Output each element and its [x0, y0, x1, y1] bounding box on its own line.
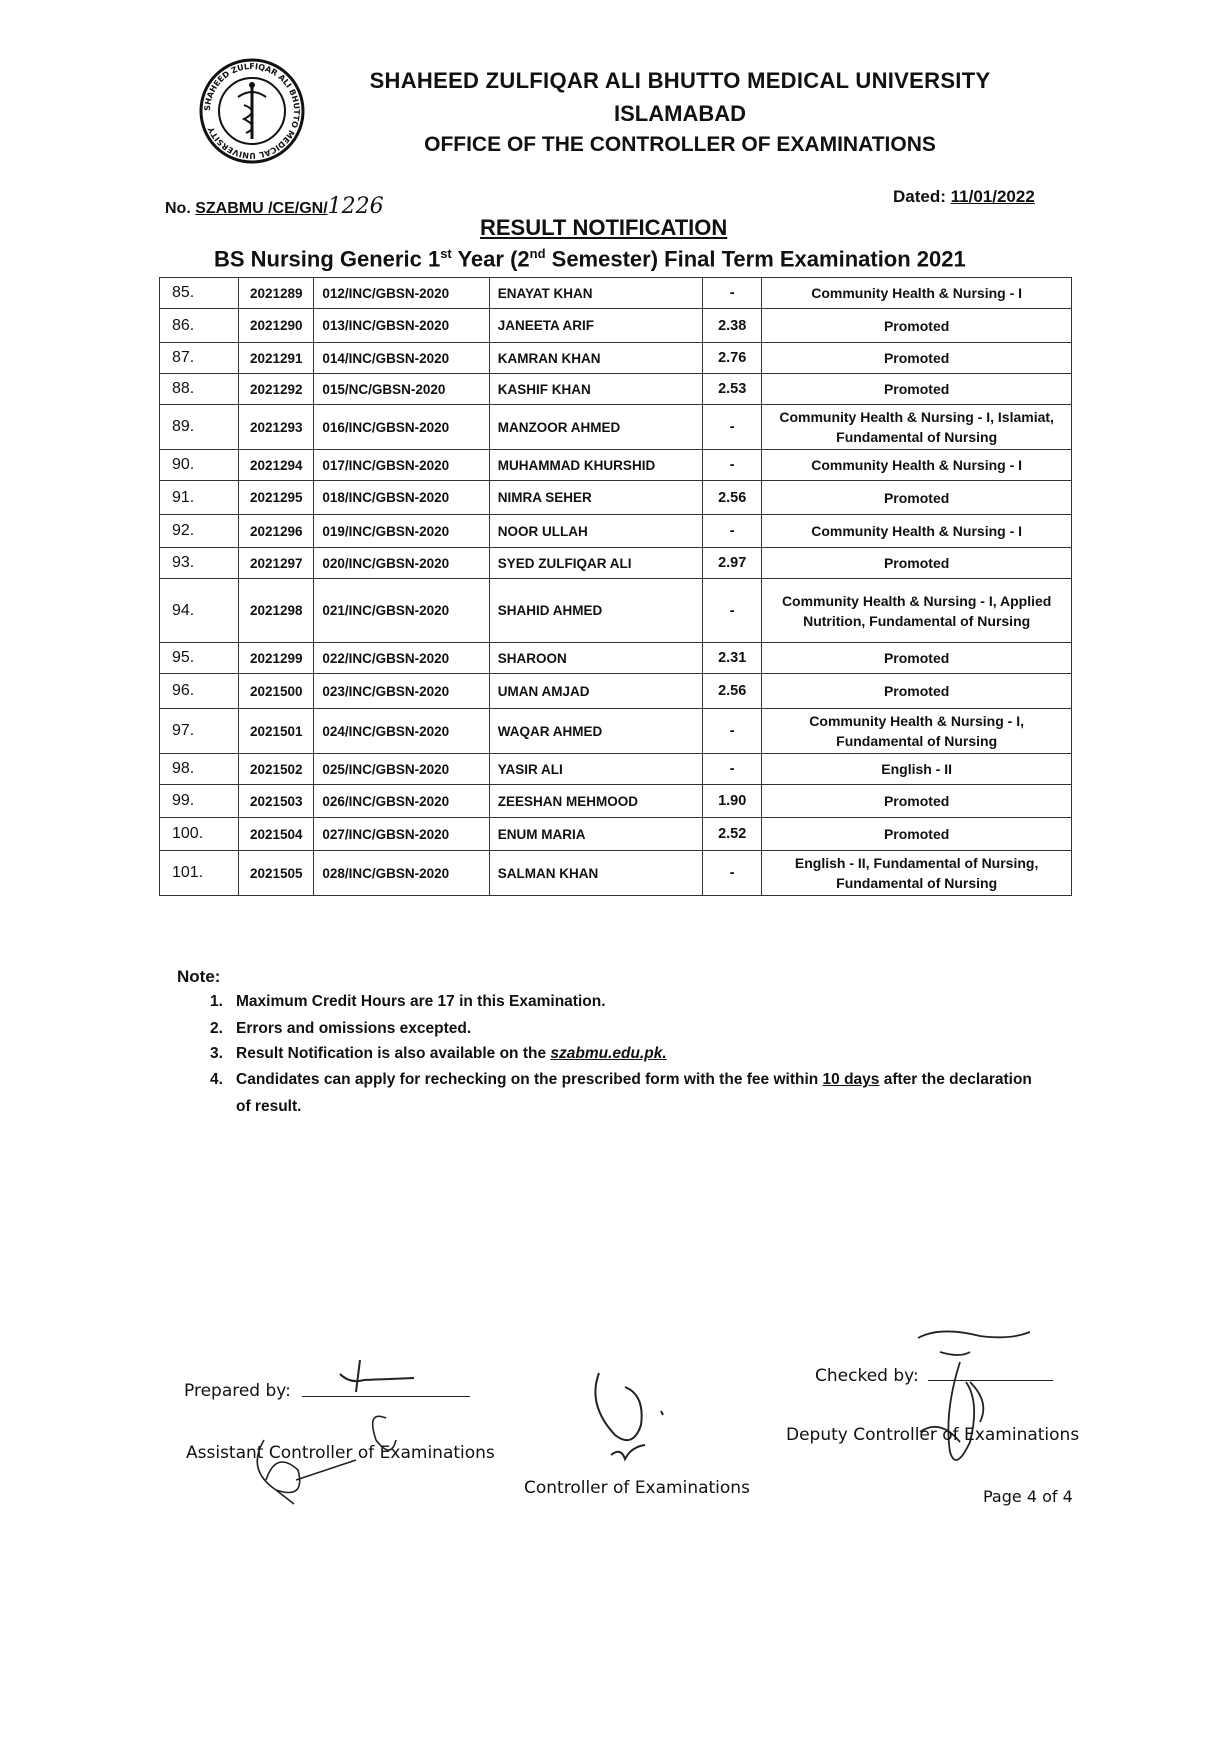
- exam-title-part1: BS Nursing Generic 1: [214, 246, 441, 272]
- student-name-cell: WAQAR AHMED: [489, 709, 702, 754]
- note-text: Candidates can apply for rechecking on the prescribed form with the fee within: [236, 1071, 823, 1088]
- serial-number-cell: 88.: [160, 374, 239, 405]
- gpa-cell: -: [703, 405, 762, 450]
- roll-number-cell: 2021504: [239, 818, 314, 851]
- remarks-cell: English - II: [762, 754, 1072, 785]
- gpa-cell: 2.97: [703, 548, 762, 579]
- registration-number-cell: 013/INC/GBSN-2020: [314, 309, 489, 343]
- gpa-cell: -: [703, 579, 762, 643]
- remarks-cell: Promoted: [762, 674, 1072, 709]
- note-item: [210, 1071, 1032, 1089]
- serial-number-cell: 95.: [160, 643, 239, 674]
- roll-number-cell: 2021293: [239, 405, 314, 450]
- gpa-cell: 2.52: [703, 818, 762, 851]
- roll-number-cell: 2021292: [239, 374, 314, 405]
- gpa-cell: -: [703, 754, 762, 785]
- table-row: [160, 374, 1072, 405]
- remarks-cell: Promoted: [762, 309, 1072, 343]
- registration-number-cell: 019/INC/GBSN-2020: [314, 515, 489, 548]
- checked-by-label: Checked by:: [815, 1366, 919, 1386]
- roll-number-cell: 2021298: [239, 579, 314, 643]
- reference-code: SZABMU /CE/GN/: [195, 200, 328, 217]
- roll-number-cell: 2021289: [239, 278, 314, 309]
- serial-number-cell: 98.: [160, 754, 239, 785]
- table-row: [160, 515, 1072, 548]
- date-value: 11/01/2022: [950, 187, 1035, 206]
- note-number: 2.: [210, 1020, 223, 1037]
- student-name-cell: SHAHID AHMED: [489, 579, 702, 643]
- table-row: [160, 278, 1072, 309]
- table-row: [160, 818, 1072, 851]
- note-continuation: of result.: [236, 1098, 302, 1115]
- roll-number-cell: 2021296: [239, 515, 314, 548]
- registration-number-cell: 027/INC/GBSN-2020: [314, 818, 489, 851]
- serial-number-cell: 93.: [160, 548, 239, 579]
- dated-label: Dated:: [893, 187, 951, 206]
- gpa-cell: 2.76: [703, 343, 762, 374]
- student-name-cell: SALMAN KHAN: [489, 851, 702, 896]
- table-row: [160, 343, 1072, 374]
- handwritten-number: 1226: [327, 194, 384, 219]
- gpa-cell: 2.56: [703, 674, 762, 709]
- remarks-cell: Promoted: [762, 481, 1072, 515]
- note-item: [210, 1020, 471, 1038]
- table-row: [160, 785, 1072, 818]
- gpa-cell: 2.38: [703, 309, 762, 343]
- registration-number-cell: 012/INC/GBSN-2020: [314, 278, 489, 309]
- remarks-cell: Promoted: [762, 374, 1072, 405]
- remarks-cell: Promoted: [762, 818, 1072, 851]
- remarks-cell: Community Health & Nursing - I: [762, 278, 1072, 309]
- roll-number-cell: 2021291: [239, 343, 314, 374]
- notification-title: RESULT NOTIFICATION: [480, 215, 728, 240]
- roll-number-cell: 2021299: [239, 643, 314, 674]
- assistant-signature: [236, 1400, 436, 1510]
- note-number: 4.: [210, 1071, 223, 1088]
- gpa-cell: -: [703, 278, 762, 309]
- student-name-cell: UMAN AMJAD: [489, 674, 702, 709]
- note-text: after the declaration: [879, 1071, 1032, 1088]
- gpa-cell: -: [703, 851, 762, 896]
- student-name-cell: NIMRA SEHER: [489, 481, 702, 515]
- remarks-cell: Community Health & Nursing - I, Fundamental of Nursing: [762, 709, 1072, 754]
- gpa-cell: -: [703, 515, 762, 548]
- remarks-cell: Community Health & Nursing - I: [762, 450, 1072, 481]
- controller-title: Controller of Examinations: [524, 1478, 750, 1498]
- exam-title-part3: Semester) Final Term Examination 2021: [545, 246, 966, 272]
- exam-title-sup2: nd: [529, 246, 546, 261]
- note-text: Errors and omissions excepted.: [236, 1020, 472, 1037]
- table-row: [160, 481, 1072, 515]
- note-number: 3.: [210, 1045, 223, 1062]
- note-text: Result Notification is also available on the: [236, 1045, 551, 1062]
- roll-number-cell: 2021501: [239, 709, 314, 754]
- remarks-cell: Promoted: [762, 643, 1072, 674]
- website-link[interactable]: szabmu.edu.pk.: [550, 1045, 667, 1062]
- registration-number-cell: 014/INC/GBSN-2020: [314, 343, 489, 374]
- serial-number-cell: 87.: [160, 343, 239, 374]
- exam-title-part2: Year (2: [451, 246, 530, 272]
- registration-number-cell: 018/INC/GBSN-2020: [314, 481, 489, 515]
- registration-number-cell: 016/INC/GBSN-2020: [314, 405, 489, 450]
- table-row: [160, 579, 1072, 643]
- remarks-cell: Promoted: [762, 785, 1072, 818]
- student-name-cell: KAMRAN KHAN: [489, 343, 702, 374]
- svg-text:SHAHEED ZULFIQAR ALI BHUTTO ME: SHAHEED ZULFIQAR ALI BHUTTO MEDICAL UNIVERSITY: [202, 61, 302, 161]
- table-row: [160, 548, 1072, 579]
- deputy-signature: [900, 1322, 1050, 1482]
- gpa-cell: -: [703, 709, 762, 754]
- student-name-cell: KASHIF KHAN: [489, 374, 702, 405]
- serial-number-cell: 92.: [160, 515, 239, 548]
- registration-number-cell: 021/INC/GBSN-2020: [314, 579, 489, 643]
- registration-number-cell: 015/NC/GBSN-2020: [314, 374, 489, 405]
- gpa-cell: 2.53: [703, 374, 762, 405]
- result-table: [159, 277, 1072, 896]
- remarks-cell: English - II, Fundamental of Nursing, Fundamental of Nursing: [762, 851, 1072, 896]
- student-name-cell: MANZOOR AHMED: [489, 405, 702, 450]
- city-name: ISLAMABAD: [614, 101, 746, 126]
- table-row: [160, 709, 1072, 754]
- student-name-cell: NOOR ULLAH: [489, 515, 702, 548]
- remarks-cell: Promoted: [762, 548, 1072, 579]
- roll-number-cell: 2021505: [239, 851, 314, 896]
- registration-number-cell: 023/INC/GBSN-2020: [314, 674, 489, 709]
- student-name-cell: ZEESHAN MEHMOOD: [489, 785, 702, 818]
- exam-title-sup1: st: [440, 246, 452, 261]
- controller-signature: [585, 1365, 675, 1475]
- roll-number-cell: 2021297: [239, 548, 314, 579]
- roll-number-cell: 2021294: [239, 450, 314, 481]
- table-row: [160, 851, 1072, 896]
- serial-number-cell: 86.: [160, 309, 239, 343]
- remarks-cell: Community Health & Nursing - I, Applied Nutrition, Fundamental of Nursing: [762, 579, 1072, 643]
- result-table-body: [160, 278, 1072, 896]
- office-name: OFFICE OF THE CONTROLLER OF EXAMINATIONS: [424, 133, 936, 156]
- roll-number-cell: 2021503: [239, 785, 314, 818]
- deputy-controller-title: Deputy Controller of Examinations: [786, 1425, 1080, 1445]
- serial-number-cell: 96.: [160, 674, 239, 709]
- note-number: 1.: [210, 993, 223, 1010]
- student-name-cell: SHAROON: [489, 643, 702, 674]
- serial-number-cell: 97.: [160, 709, 239, 754]
- serial-number-cell: 100.: [160, 818, 239, 851]
- reference-prefix: No.: [165, 200, 196, 217]
- page-number: Page 4 of 4: [983, 1487, 1073, 1506]
- student-name-cell: JANEETA ARIF: [489, 309, 702, 343]
- registration-number-cell: 022/INC/GBSN-2020: [314, 643, 489, 674]
- serial-number-cell: 94.: [160, 579, 239, 643]
- serial-number-cell: 101.: [160, 851, 239, 896]
- student-name-cell: ENAYAT KHAN: [489, 278, 702, 309]
- university-name: SHAHEED ZULFIQAR ALI BHUTTO MEDICAL UNIVERSITY: [369, 68, 991, 93]
- university-seal-logo: [198, 57, 306, 165]
- student-name-cell: MUHAMMAD KHURSHID: [489, 450, 702, 481]
- remarks-cell: Community Health & Nursing - I, Islamiat, Fundamental of Nursing: [762, 405, 1072, 450]
- note-item: [210, 993, 606, 1011]
- table-row: [160, 309, 1072, 343]
- remarks-cell: Community Health & Nursing - I: [762, 515, 1072, 548]
- student-name-cell: SYED ZULFIQAR ALI: [489, 548, 702, 579]
- registration-number-cell: 026/INC/GBSN-2020: [314, 785, 489, 818]
- date-line: [893, 187, 1035, 207]
- serial-number-cell: 90.: [160, 450, 239, 481]
- registration-number-cell: 028/INC/GBSN-2020: [314, 851, 489, 896]
- note-item: [210, 1045, 667, 1063]
- remarks-cell: Promoted: [762, 343, 1072, 374]
- table-row: [160, 754, 1072, 785]
- table-row: [160, 450, 1072, 481]
- note-title: Note:: [177, 967, 221, 986]
- registration-number-cell: 017/INC/GBSN-2020: [314, 450, 489, 481]
- prepared-by-label: Prepared by:: [184, 1381, 291, 1401]
- serial-number-cell: 99.: [160, 785, 239, 818]
- student-name-cell: ENUM MARIA: [489, 818, 702, 851]
- roll-number-cell: 2021502: [239, 754, 314, 785]
- roll-number-cell: 2021295: [239, 481, 314, 515]
- reference-number: [165, 194, 384, 219]
- serial-number-cell: 89.: [160, 405, 239, 450]
- roll-number-cell: 2021500: [239, 674, 314, 709]
- table-row: [160, 405, 1072, 450]
- note-text: Maximum Credit Hours are 17 in this Examination.: [236, 993, 606, 1010]
- serial-number-cell: 91.: [160, 481, 239, 515]
- roll-number-cell: 2021290: [239, 309, 314, 343]
- exam-title: [214, 246, 966, 272]
- note-days: 10 days: [822, 1071, 880, 1088]
- registration-number-cell: 020/INC/GBSN-2020: [314, 548, 489, 579]
- registration-number-cell: 025/INC/GBSN-2020: [314, 754, 489, 785]
- registration-number-cell: 024/INC/GBSN-2020: [314, 709, 489, 754]
- gpa-cell: 2.31: [703, 643, 762, 674]
- gpa-cell: 1.90: [703, 785, 762, 818]
- assistant-controller-title: Assistant Controller of Examinations: [186, 1443, 495, 1463]
- serial-number-cell: 85.: [160, 278, 239, 309]
- gpa-cell: -: [703, 450, 762, 481]
- table-row: [160, 643, 1072, 674]
- gpa-cell: 2.56: [703, 481, 762, 515]
- student-name-cell: YASIR ALI: [489, 754, 702, 785]
- table-row: [160, 674, 1072, 709]
